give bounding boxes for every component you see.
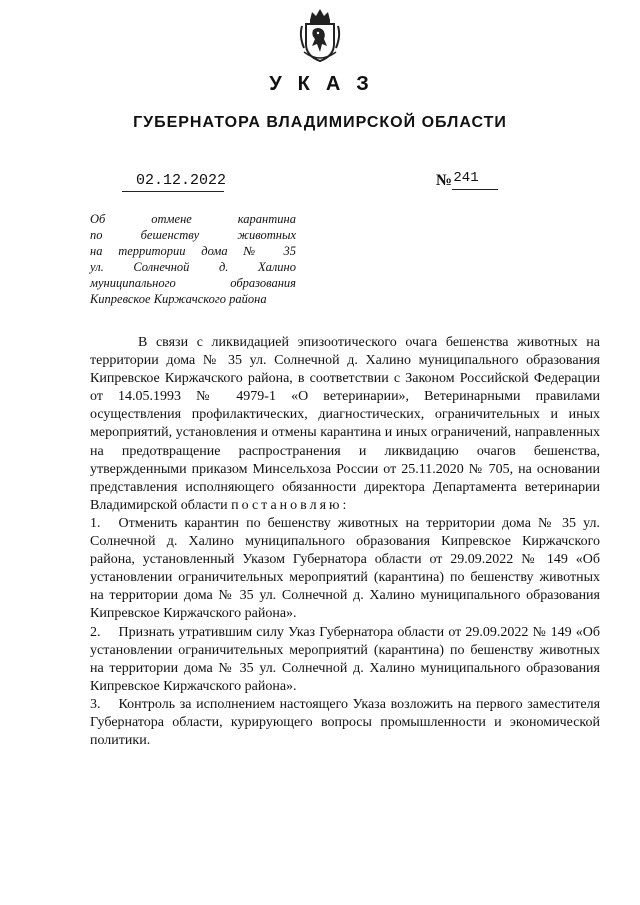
number-label: № — [436, 172, 453, 189]
heading-line: Кипревское Киржачского района — [90, 292, 267, 306]
heading-line: ул. Солнечной д. Халино — [90, 260, 296, 274]
resolve-word: постановляю: — [231, 497, 350, 513]
list-item — [90, 696, 600, 750]
intro-paragraph — [90, 334, 600, 515]
date-underline — [122, 191, 224, 192]
item-number: 2. — [90, 624, 101, 640]
intro-text: В связи с ликвидацией эпизоотического очага бешенства животных на территории дома № 35 ул. Солнечной д. Халино муниципального образования Кипревское Киржачского района, в соответствии с Законом Российской Федерации от 14.05.1993 № 4979-1 «О ветеринарии», Ветеринарными правилами осуществления профилактических, диагностических, ограничительных и иных мероприятий, установления и отмены карантина и иных ограничений, направленных на предотвращение распространения и ликвидацию очагов бешенства, утвержденными приказом Минсельхоза России от 25.11.2020 № 705, на основании представления исполняющего обязанности директора Департамента ветеринарии Владимирской области — [90, 335, 600, 513]
heading-line: Об отмене карантина — [90, 212, 296, 226]
item-lead: Отменить карантин по бешенству животных на территории дома — [118, 515, 531, 531]
document-title: УКАЗ — [269, 73, 385, 95]
decree-body — [90, 334, 600, 750]
heading-line: на территории дома № 35 — [90, 244, 296, 258]
item-text: от 29.09.2022 № 149 «Об установлении ограничительных мероприятий (карантина) по бешенству животных на территории дома № 35 ул. Солнечной д. Халино муниципального образования Кипревское Киржачского района». — [90, 624, 601, 694]
item-lead: Признать утратившим силу Указ Губернатора области — [118, 624, 445, 640]
decree-heading — [90, 211, 296, 307]
heading-line: по бешенству животных — [90, 228, 296, 242]
heading-line: муниципального образования — [90, 276, 296, 290]
item-number: 1. — [90, 515, 101, 531]
list-item — [90, 624, 600, 696]
item-number: 3. — [90, 696, 101, 712]
item-lead: Контроль за исполнением настоящего Указа возложить на первого — [118, 696, 523, 712]
number-underline — [452, 189, 498, 190]
item-text: заместителя Губернатора области, курирующего вопросы промышленности и экономической политики. — [90, 696, 601, 749]
item-text: № 35 ул. Солнечной д. Халино муниципального образования Кипревское Киржачского района, установленный Указом Губернатора области от 29.09.2022 № 149 «Об установлении ограничительных мероприятий (карантина) по бешенству животных на территории дома № 35 ул. Солнечной д. Халино муниципального образования Кипревское Киржачского района». — [90, 515, 601, 622]
document-number: 241 — [453, 170, 479, 186]
coat-of-arms-emblem — [296, 6, 344, 64]
document-subtitle: ГУБЕРНАТОРА ВЛАДИМИРСКОЙ ОБЛАСТИ — [133, 114, 507, 131]
document-date: 02.12.2022 — [136, 172, 227, 189]
list-item — [90, 515, 600, 624]
